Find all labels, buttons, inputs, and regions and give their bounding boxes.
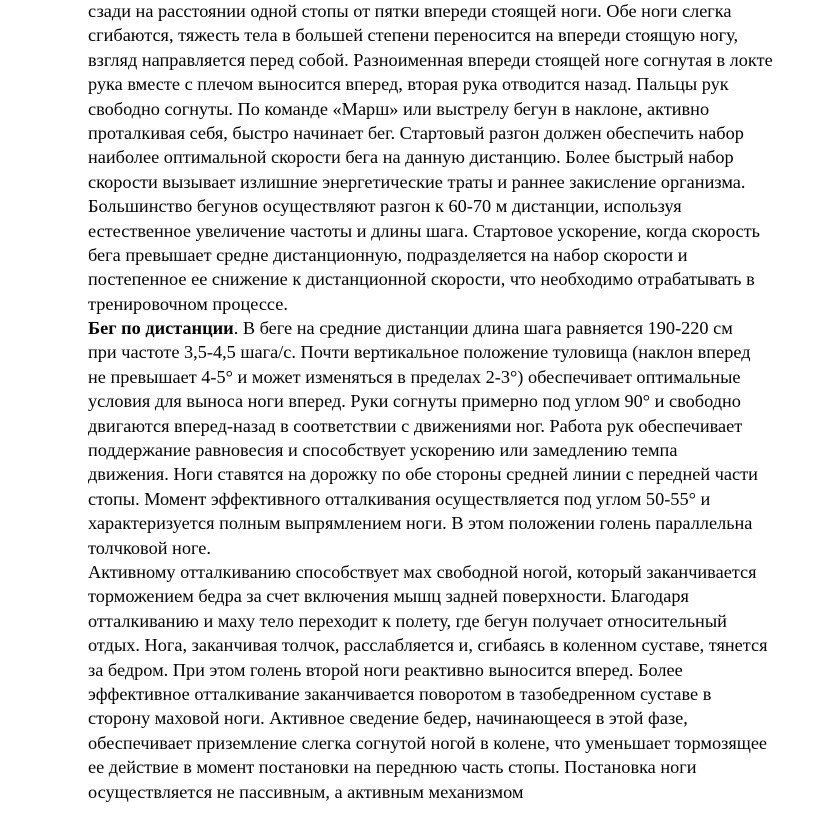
text-line <box>88 316 808 340</box>
text-line: Активному отталкиванию способствует мах свободной ногой, который заканчивается <box>88 561 757 582</box>
text-line: сторону маховой ноги. Активное сведение бедер, начинающееся в этой фазе, <box>88 708 688 729</box>
text-line: естественное увеличение частоты и длины шага. Стартовое ускорение, когда скорость <box>88 220 760 241</box>
text-line: стопы. Момент эффективного отталкивания осуществляется под углом 50-55° и <box>88 488 711 509</box>
text-line: тренировочном процессе. <box>88 293 288 314</box>
section-heading: Бег по дистанции <box>88 318 234 339</box>
text-line: наиболее оптимальной скорости бега на данную дистанцию. Более быстрый набор <box>88 147 734 168</box>
text-line: проталкивая себя, быстро начинает бег. Стартовый разгон должен обеспечить набор <box>88 122 744 143</box>
text-line: сгибаются, тяжесть тела в большей степени переносится на впереди стоящую ногу, <box>88 25 739 46</box>
text-line: условия для выноса ноги вперед. Руки согнуты примерно под углом 90° и свободно <box>88 391 741 412</box>
text-line: при частоте 3,5-4,5 шага/с. Почти вертикальное положение туловища (наклон вперед <box>88 342 751 363</box>
text-line: постепенное ее снижение к дистанционной скорости, что необходимо отрабатывать в <box>88 269 755 290</box>
text-line: свободно согнуты. По команде «Марш» или выстрелу бегун в наклоне, активно <box>88 98 710 119</box>
text-line: осуществляется не пассивным, а активным механизмом <box>88 781 524 802</box>
text-line: взгляд направляется перед собой. Разноименная впереди стоящей ноге согнутая в локте <box>88 49 773 70</box>
document-text <box>88 0 808 804</box>
text-line: движения. Ноги ставятся на дорожку по обе стороны средней линии с передней части <box>88 464 758 485</box>
text-line: не превышает 4-5° и может изменяться в пределах 2-3°) обеспечивает оптимальные <box>88 366 741 387</box>
text-line: толчковой ноге. <box>88 537 211 558</box>
text-line: двигаются вперед-назад в соответствии с движениями ног. Работа рук обеспечивает <box>88 415 743 436</box>
text-line: характеризуется полным выпрямлением ноги. В этом положении голень параллельна <box>88 513 753 534</box>
paragraph-start-technique <box>88 0 808 316</box>
text-line: скорости вызывает излишние энергетические траты и раннее закисление организма. <box>88 171 746 192</box>
text-line: эффективное отталкивание заканчивается поворотом в тазобедренном суставе в <box>88 683 712 704</box>
text-line: Большинство бегунов осуществляют разгон к 60-70 м дистанции, используя <box>88 196 682 217</box>
text-line: обеспечивает приземление слегка согнутой ногой в колене, что уменьшает тормозящее <box>88 732 768 753</box>
text-line: сзади на расстоянии одной стопы от пятки впереди стоящей ноги. Обе ноги слегка <box>88 1 732 21</box>
text-line: бега превышает средне дистанционную, подразделяется на набор скорости и <box>88 244 688 265</box>
text-line: ее действие в момент постановки на переднюю часть стопы. Постановка ноги <box>88 757 697 778</box>
text-line: за бедром. При этом голень второй ноги реактивно выносится вперед. Более <box>88 659 683 680</box>
paragraph-distance-running <box>88 316 808 560</box>
text-line: отдых. Нога, заканчивая толчок, расслабляется и, сгибаясь в коленном суставе, тянется <box>88 635 768 656</box>
text-line: отталкиванию и маху тело переходит к полету, где бегун получает относительный <box>88 610 727 631</box>
text-line: торможением бедра за счет включения мышц задней поверхности. Благодаря <box>88 586 689 607</box>
text-fragment: . В беге на средние дистанции длина шага равняется 190-220 см <box>233 318 733 339</box>
paragraph-push-off <box>88 560 808 804</box>
text-line: рука вместе с плечом выносится вперед, вторая рука отводится назад. Пальцы рук <box>88 74 729 95</box>
text-line: поддержание равновесия и способствует ускорению или замедлению темпа <box>88 440 678 461</box>
